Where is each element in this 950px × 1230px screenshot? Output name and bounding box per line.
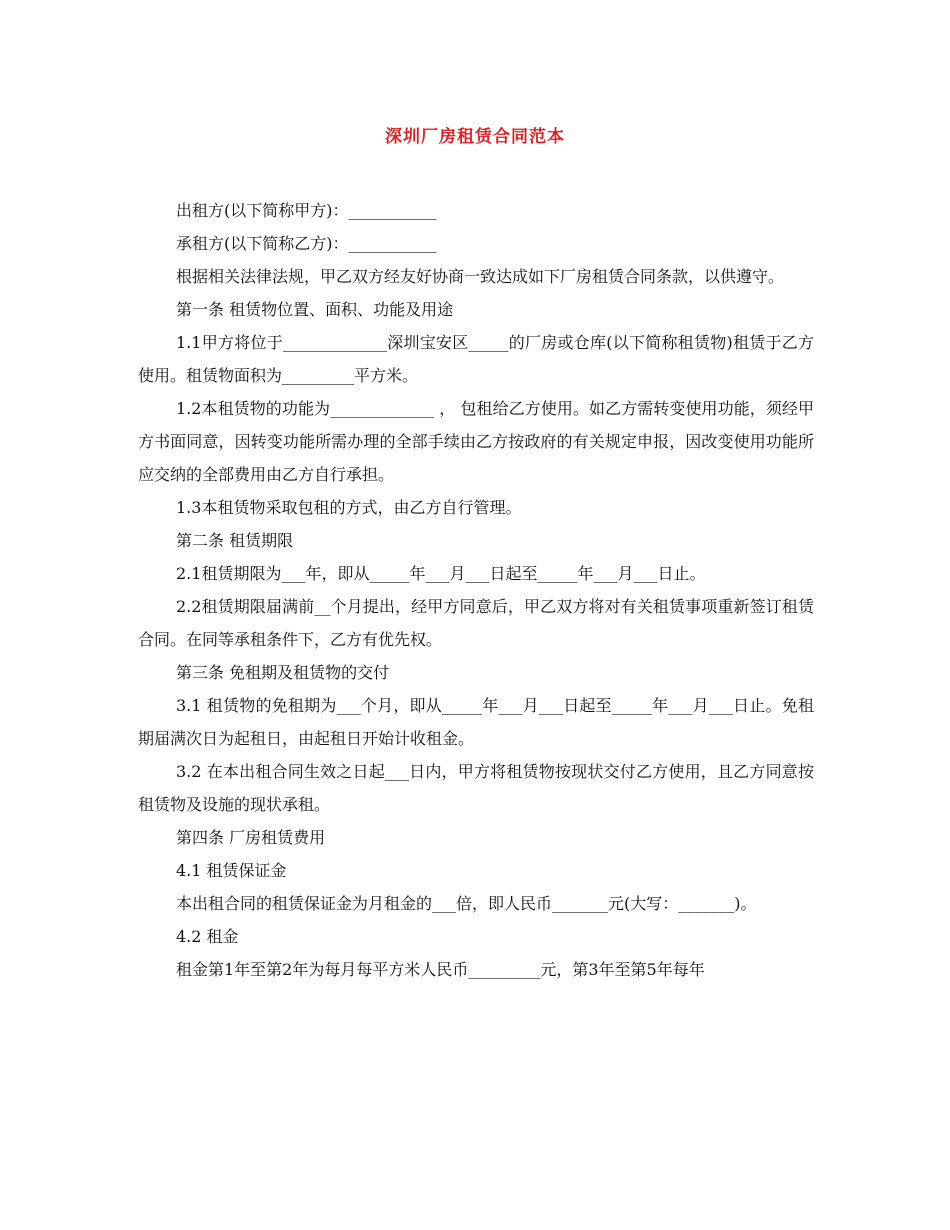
clause-2-1: 2.1租赁期限为___年，即从_____年___月___日起至_____年___月___日止。 <box>176 564 706 583</box>
document-body <box>138 194 814 986</box>
article-2-heading: 第二条 租赁期限 <box>176 531 294 550</box>
party-a-line: 出租方(以下简称甲方)：___________ <box>176 201 437 220</box>
article-1-heading: 第一条 租赁物位置、面积、功能及用途 <box>176 300 454 319</box>
article-3-heading: 第三条 免租期及租赁物的交付 <box>176 663 390 682</box>
clause-1-2: 1.2本租赁物的功能为_____________ ， 包租给乙方使用。如乙方需转变使用功能，须经甲方书面同意，因转变功能所需办理的全部手续由乙方按政府的有关规定申报，因改变使用功能所应交纳的全部费用由乙方自行承担。 <box>138 399 814 484</box>
clause-4-2-text: 租金第1年至第2年为每月每平方米人民币_________元，第3年至第5年每年 <box>176 960 705 979</box>
clause-4-1-text: 本出租合同的租赁保证金为月租金的___倍，即人民币_______元(大写：_______)。 <box>176 894 757 913</box>
clause-1-1: 1.1甲方将位于_____________深圳宝安区_____的厂房或仓库(以下简称租赁物)租赁于乙方使用。租赁物面积为_________平方米。 <box>138 333 814 385</box>
document-title: 深圳厂房租赁合同范本 <box>385 127 565 147</box>
article-4-heading: 第四条 厂房租赁费用 <box>176 828 326 847</box>
clause-3-1: 3.1 租赁物的免租期为___个月，即从_____年___月___日起至_____年___月___日止。免租期届满次日为起租日，由起租日开始计收租金。 <box>138 696 814 748</box>
clause-4-1-heading: 4.1 租赁保证金 <box>176 861 287 880</box>
clause-1-3: 1.3本租赁物采取包租的方式，由乙方自行管理。 <box>176 498 522 517</box>
clause-4-2-heading: 4.2 租金 <box>176 927 239 946</box>
clause-2-2: 2.2租赁期限届满前__个月提出，经甲方同意后，甲乙双方将对有关租赁事项重新签订租赁合同。在同等承租条件下，乙方有优先权。 <box>138 597 814 649</box>
preamble-paragraph: 根据相关法律法规，甲乙双方经友好协商一致达成如下厂房租赁合同条款，以供遵守。 <box>176 267 785 286</box>
party-b-line: 承租方(以下简称乙方)：___________ <box>176 234 437 253</box>
clause-3-2: 3.2 在本出租合同生效之日起___日内，甲方将租赁物按现状交付乙方使用，且乙方同意按租赁物及设施的现状承租。 <box>138 762 814 814</box>
